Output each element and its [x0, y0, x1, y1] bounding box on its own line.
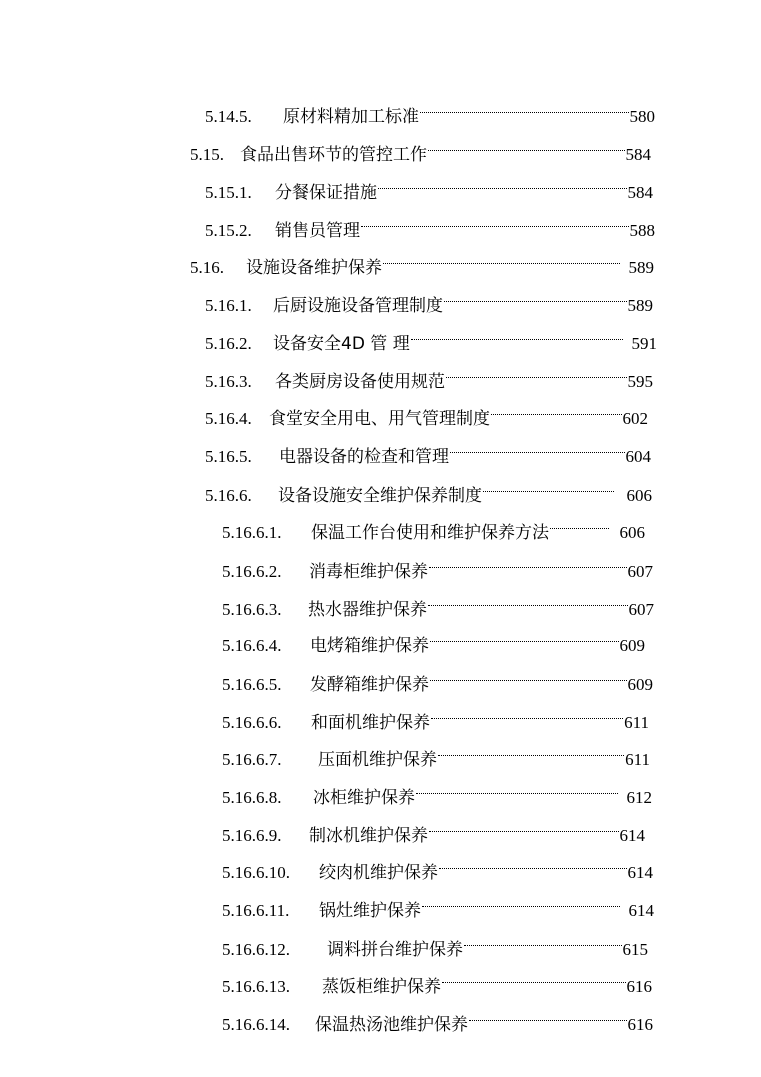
dot-leader — [378, 168, 627, 198]
toc-entry[interactable] — [205, 92, 655, 127]
toc-entry-title: 后厨设施设备管理制度 — [273, 296, 443, 316]
toc-entry[interactable] — [205, 281, 653, 316]
toc-entry-number: 5.16.1. — [205, 296, 252, 315]
toc-entry-page: 595 — [627, 372, 653, 391]
toc-entry[interactable] — [222, 886, 654, 921]
toc-entry-title: 食堂安全用电、用气管理制度 — [269, 409, 490, 429]
toc-entry[interactable] — [222, 698, 649, 733]
toc-entry-page: 614 — [628, 901, 654, 920]
toc-entry[interactable] — [205, 319, 657, 354]
toc-entry[interactable] — [222, 621, 645, 656]
toc-entry-title: 保温工作台使用和维护保养方法 — [311, 523, 549, 543]
dot-leader — [361, 206, 629, 236]
toc-entry-page: 606 — [619, 523, 645, 542]
toc-entry-page: 611 — [624, 713, 649, 732]
dot-leader — [550, 508, 609, 538]
toc-entry[interactable] — [205, 168, 653, 203]
toc-entry-number: 5.16.4. — [205, 409, 252, 428]
toc-entry-page: 609 — [619, 636, 645, 655]
toc-entry-title: 冰柜维护保养 — [313, 788, 415, 808]
dot-leader — [411, 319, 623, 349]
toc-entry-title: 发酵箱维护保养 — [310, 675, 429, 695]
toc-entry-number: 5.16.6.3. — [222, 600, 282, 619]
toc-entry-page: 584 — [625, 145, 651, 164]
toc-entry-number: 5.16.6. — [205, 486, 252, 505]
toc-entry-title: 压面机维护保养 — [318, 750, 437, 770]
toc-entry-page: 589 — [628, 258, 654, 277]
dot-leader — [464, 925, 622, 955]
toc-entry-number: 5.16.6.13. — [222, 977, 290, 996]
toc-entry-number: 5.16.6.6. — [222, 713, 282, 732]
dot-leader — [428, 585, 628, 615]
toc-entry[interactable] — [222, 848, 653, 883]
toc-entry[interactable] — [205, 471, 652, 506]
toc-entry[interactable] — [222, 547, 653, 582]
toc-entry-number: 5.15.2. — [205, 221, 252, 240]
toc-entry-page: 615 — [622, 940, 648, 959]
toc-entry[interactable] — [190, 243, 654, 278]
dot-leader — [430, 660, 627, 690]
toc-entry-number: 5.16.6.11. — [222, 901, 290, 920]
toc-entry-title: 原材料精加工标准 — [283, 107, 419, 127]
toc-entry-title: 设备安全4D 管 理 — [273, 334, 410, 354]
toc-entry-title: 电器设备的检查和管理 — [279, 447, 449, 467]
toc-entry[interactable] — [222, 585, 654, 620]
toc-entry-page: 611 — [625, 750, 650, 769]
toc-entry-title: 设施设备维护保养 — [246, 258, 382, 278]
toc-entry-page: 591 — [631, 334, 657, 353]
toc-entry-number: 5.16.5. — [205, 447, 252, 466]
toc-entry[interactable] — [205, 206, 655, 241]
toc-entry-page: 584 — [627, 183, 653, 202]
toc-entry-title: 食品出售环节的管控工作 — [240, 145, 427, 165]
toc-entry-number: 5.16.3. — [205, 372, 252, 391]
dot-leader — [431, 698, 623, 728]
dot-leader — [442, 962, 626, 992]
dot-leader — [422, 886, 620, 916]
dot-leader — [383, 243, 620, 273]
dot-leader — [439, 848, 627, 878]
toc-entry-title: 电烤箱维护保养 — [310, 636, 429, 656]
dot-leader — [438, 735, 624, 765]
toc-entry-number: 5.16.6.10. — [222, 863, 290, 882]
toc-entry[interactable] — [222, 925, 648, 960]
toc-entry-number: 5.16.6.8. — [222, 788, 282, 807]
dot-leader — [450, 432, 625, 462]
dot-leader — [444, 281, 627, 311]
toc-entry[interactable] — [205, 432, 651, 467]
toc-entry-number: 5.16.6.5. — [222, 675, 282, 694]
toc-entry[interactable] — [222, 773, 652, 808]
toc-entry-number: 5.16.6.4. — [222, 636, 282, 655]
toc-entry-title: 分餐保证措施 — [275, 183, 377, 203]
toc-entry-page: 589 — [627, 296, 653, 315]
toc-entry-number: 5.16. — [190, 258, 224, 277]
dot-leader — [483, 471, 614, 501]
toc-entry[interactable] — [222, 660, 653, 695]
toc-entry-number: 5.16.6.9. — [222, 826, 282, 845]
toc-entry-number: 5.16.6.1. — [222, 523, 282, 542]
toc-entry[interactable] — [222, 508, 645, 543]
toc-entry-title: 设备设施安全维护保养制度 — [278, 486, 482, 506]
toc-entry-number: 5.14.5. — [205, 107, 252, 126]
toc-entry-title: 消毒柜维护保养 — [309, 562, 428, 582]
toc-entry-number: 5.16.6.14. — [222, 1015, 290, 1034]
toc-entry-title: 保温热汤池维护保养 — [315, 1015, 468, 1035]
toc-entry[interactable] — [222, 1000, 653, 1035]
toc-entry-title: 绞肉机维护保养 — [319, 863, 438, 883]
toc-entry-page: 580 — [629, 107, 655, 126]
toc-entry[interactable] — [205, 394, 648, 429]
toc-entry-page: 606 — [626, 486, 652, 505]
toc-entry-title: 调料拼台维护保养 — [327, 940, 463, 960]
toc-entry-page: 602 — [622, 409, 648, 428]
toc-entry-number: 5.16.6.7. — [222, 750, 282, 769]
dot-leader — [469, 1000, 627, 1030]
dot-leader — [430, 621, 619, 651]
toc-entry[interactable] — [222, 962, 652, 997]
toc-entry-page: 614 — [627, 863, 653, 882]
dot-leader — [420, 92, 629, 122]
toc-entry-title: 制冰机维护保养 — [309, 826, 428, 846]
toc-entry-title: 蒸饭柜维护保养 — [322, 977, 441, 997]
dot-leader — [491, 394, 622, 424]
toc-entry-number: 5.16.6.12. — [222, 940, 290, 959]
toc-entry-title: 热水器维护保养 — [308, 600, 427, 620]
toc-entry-page: 616 — [627, 1015, 653, 1034]
toc-entry-number: 5.16.2. — [205, 334, 252, 353]
toc-entry-number: 5.15.1. — [205, 183, 252, 202]
toc-entry-page: 609 — [627, 675, 653, 694]
toc-entry-page: 614 — [619, 826, 645, 845]
toc-entry-page: 616 — [626, 977, 652, 996]
toc-entry[interactable] — [222, 735, 650, 770]
toc-entry[interactable] — [222, 811, 645, 846]
dot-leader — [429, 811, 619, 841]
toc-entry[interactable] — [205, 357, 653, 392]
toc-entry-title: 锅灶维护保养 — [319, 901, 421, 921]
toc-entry-page: 612 — [626, 788, 652, 807]
toc-entry-page: 607 — [627, 562, 653, 581]
toc-entry-page: 607 — [628, 600, 654, 619]
dot-leader — [428, 130, 625, 160]
toc-entry-page: 604 — [625, 447, 651, 466]
toc-entry[interactable] — [190, 130, 651, 165]
dot-leader — [446, 357, 627, 387]
toc-entry-title: 各类厨房设备使用规范 — [275, 372, 445, 392]
toc-entry-title: 和面机维护保养 — [311, 713, 430, 733]
toc-entry-number: 5.16.6.2. — [222, 562, 282, 581]
dot-leader — [429, 547, 627, 577]
toc-entry-page: 588 — [629, 221, 655, 240]
toc-entry-title: 销售员管理 — [275, 221, 360, 241]
dot-leader — [416, 773, 618, 803]
toc-entry-number: 5.15. — [190, 145, 224, 164]
